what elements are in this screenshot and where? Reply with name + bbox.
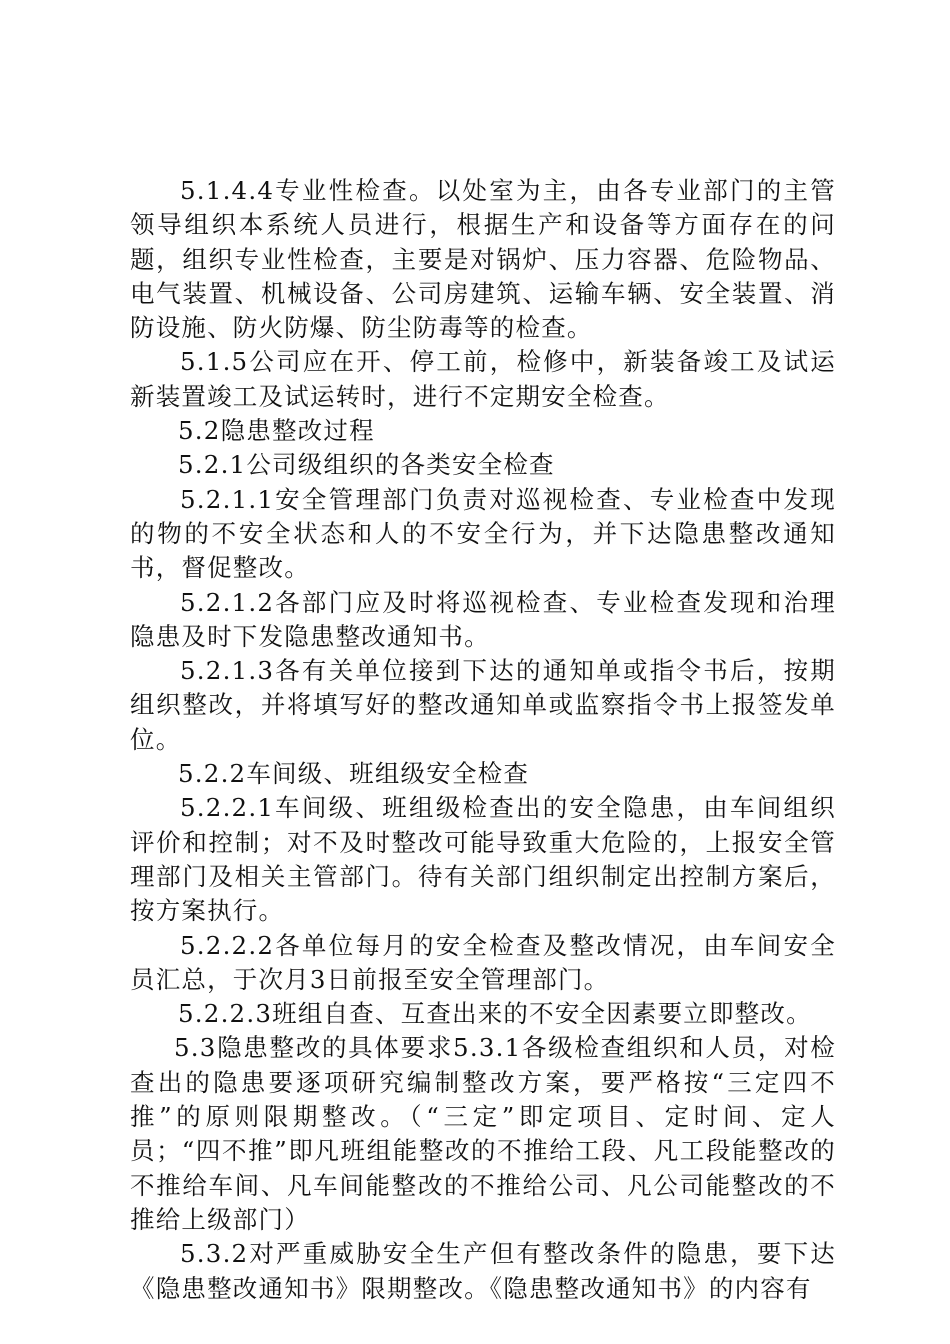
paragraph-5-3-2: 5.3.2对严重威胁安全生产但有整改条件的隐患，要下达《隐患整改通知书》限期整改。《隐患整改通知书》的内容有 xyxy=(130,1239,836,1303)
paragraph-5-2-2-1: 5.2.2.1车间级、班组级检查出的安全隐患，由车间组织评价和控制；对不及时整改可能导致重大危险的，上报安全管理部门及相关主管部门。待有关部门组织制定出控制方案后，按方案执行。 xyxy=(130,793,836,926)
paragraph-5-2-2-2: 5.2.2.2各单位每月的安全检查及整改情况，由车间安全员汇总，于次月3日前报至安全管理部门。 xyxy=(130,930,836,994)
heading-5-2-1: 5.2.1公司级组织的各类安全检查 xyxy=(178,450,555,480)
paragraph-5-2-2-3: 5.2.2.3班组自查、互查出来的不安全因素要立即整改。 xyxy=(178,999,812,1029)
paragraph-5-2-1-2: 5.2.1.2各部门应及时将巡视检查、专业检查发现和治理隐患及时下发隐患整改通知书。 xyxy=(130,587,836,651)
heading-5-2: 5.2隐患整改过程 xyxy=(178,416,375,446)
paragraph-5-1-4-4: 5.1.4.4专业性检查。以处室为主，由各专业部门的主管领导组织本系统人员进行，根据生产和设备等方面存在的问题，组织专业性检查，主要是对锅炉、压力容器、危险物品、电气装置、机械设备、公司房建筑、运输车辆、安全装置、消防设施、防火防爆、防尘防毒等的检查。 xyxy=(130,176,836,343)
paragraph-5-1-5: 5.1.5公司应在开、停工前，检修中，新装备竣工及试运新装置竣工及试运转时，进行不定期安全检查。 xyxy=(130,347,836,411)
paragraph-5-3: 5.3隐患整改的具体要求5.3.1各级检查组织和人员，对检查出的隐患要逐项研究编制整改方案，要严格按“三定四不推”的原则限期整改。（“三定”即定项目、定时间、定人员；“四不推”即凡班组能整改的不推给工段、凡工段能整改的不推给车间、凡车间能整改的不推给公司、凡公司能整改的不推给上级部门） xyxy=(130,1033,836,1234)
paragraph-5-2-1-3: 5.2.1.3各有关单位接到下达的通知单或指令书后，按期组织整改，并将填写好的整改通知单或监察指令书上报签发单位。 xyxy=(130,656,836,754)
paragraph-5-2-1-1: 5.2.1.1安全管理部门负责对巡视检查、专业检查中发现的物的不安全状态和人的不安全行为，并下达隐患整改通知书，督促整改。 xyxy=(130,484,836,583)
heading-5-2-2: 5.2.2车间级、班组级安全检查 xyxy=(178,759,530,789)
document-body xyxy=(130,174,836,1306)
